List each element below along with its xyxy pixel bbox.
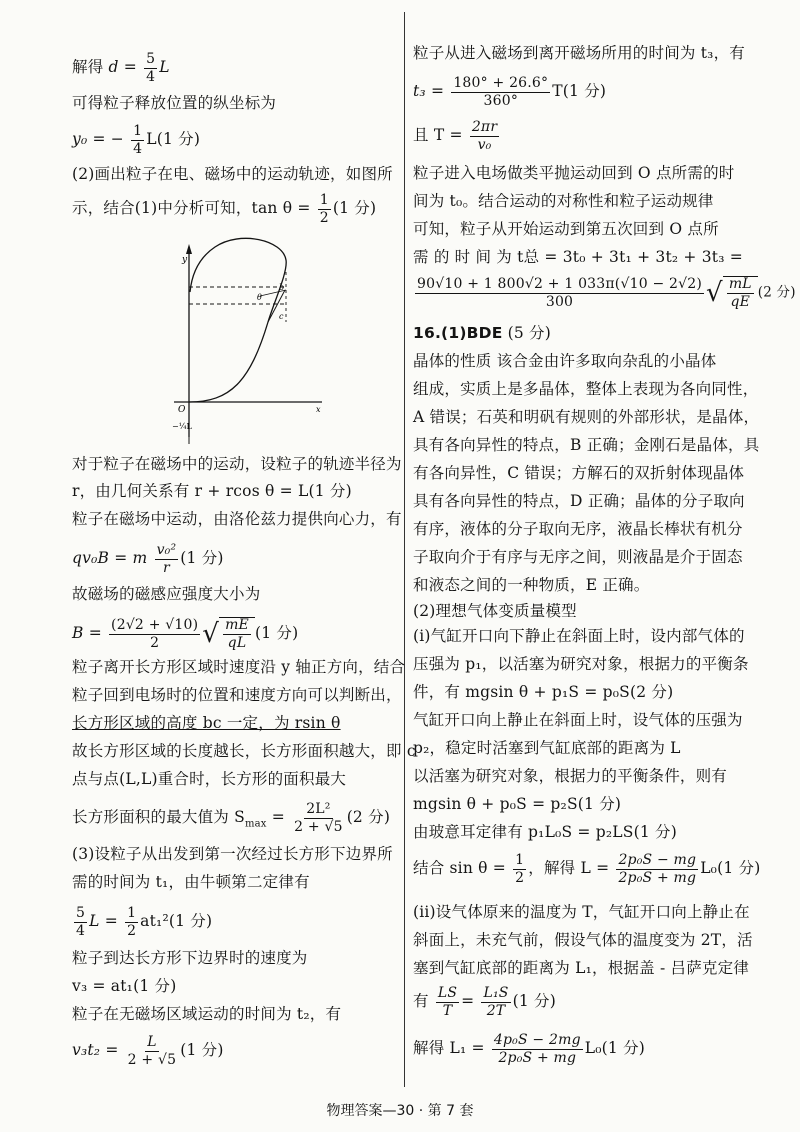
text-line: mgsin θ + p₀S = p₂S(1 分) <box>413 795 622 813</box>
line-tan: 示，结合(1)中分析可知，tan θ = $\frac{1}{2}$ (1 分) <box>72 192 377 226</box>
text-line: 粒子进入电场做类平抛运动回到 O 点所需的时 <box>413 164 735 182</box>
figure-label-c: c <box>279 312 284 321</box>
line-t3: t₃ = $\frac{180^\circ + 26.6^\circ}{360^\circ}$ T(1 分) <box>413 75 607 109</box>
figure-label-l: −¼L <box>172 422 192 431</box>
figure-label-x: x <box>316 405 321 414</box>
text-line: (3)设粒子从出发到第一次经过长方形下边界所 <box>72 845 393 863</box>
text-line: (2)理想气体变质量模型 <box>413 602 577 620</box>
text-line: 以活塞为研究对象，根据力的平衡条件，则有 <box>413 767 728 785</box>
line-solve-d: 解得 d = $\frac{5}{4}$ L <box>72 51 170 85</box>
line-newton: $\frac{5}{4}$ L = $\frac{1}{2}$ at₁²(1 分) <box>76 905 213 939</box>
text-line: 有各向异性，C 错误；方解石的双折射体现晶体 <box>413 464 745 482</box>
text-line: 气缸开口向上静止在斜面上时，设气体的压强为 <box>413 711 743 729</box>
text-line: 组成，实质上是多晶体，整体上表现为各向同性， <box>413 380 759 398</box>
text-line: r，由几何关系有 r + rcos θ = L(1 分) <box>72 482 352 500</box>
text-line: 由玻意耳定律有 p₁L₀S = p₂LS(1 分) <box>413 823 677 841</box>
text-line: 子取向介于有序与无序之间，则液晶是介于固态 <box>413 548 743 566</box>
text-line: 可得粒子释放位置的纵坐标为 <box>72 94 277 112</box>
q16-heading: 16.(1)BDE (5 分) <box>413 324 552 342</box>
text-line: 故磁场的磁感应强度大小为 <box>72 585 261 603</box>
text-line: (i)气缸开口向下静止在斜面上时，设内部气体的 <box>413 627 745 645</box>
text-line: 粒子离开长方形区域时速度沿 y 轴正方向，结合 <box>72 658 406 676</box>
text-line: 粒子在无磁场区域运动的时间为 t₂，有 <box>72 1005 342 1023</box>
text-line: 具有各向异性的特点，D 正确；晶体的分子取向 <box>413 492 745 510</box>
line-area-max: 长方形面积的最大值为 $S_{max}$ = $\frac{\text{2L²}}{2 + √5}$ (2 分) <box>72 801 391 835</box>
text-line: 可知，粒子从开始运动到第五次回到 O 点所 <box>413 220 719 238</box>
text-line: (2)画出粒子在电、磁场中的运动轨迹，如图所 <box>72 165 393 183</box>
line-solve-l: 结合 sin θ = $\frac{1}{2}$ ，解得 L = $\frac{\text{2p₀S − mg}}{\text{2p₀S + mg}}$ L₀(1 分) <box>413 852 761 886</box>
text-line: 件，有 mgsin θ + p₁S = p₀S(2 分) <box>413 683 674 701</box>
text-line: A 错误；石英和明矾有规则的外部形状，是晶体， <box>413 408 760 426</box>
text-line: 有序，液体的分子取向无序，液晶长棒状有机分 <box>413 520 743 538</box>
line-total-time: $\frac{90√10 + 1 800√2 + 1 033\pi(√10 - 2√2)}{300}$ √ $\frac{mL}{qE}$ (2 分) <box>417 276 796 310</box>
text-line: 对于粒子在磁场中的运动，设粒子的轨迹半径为 <box>72 455 402 473</box>
text-line: 间为 t₀。结合运动的对称性和粒子运动规律 <box>413 192 714 210</box>
figure-label-o: O <box>178 405 186 415</box>
text-line: p₂，稳定时活塞到气缸底部的距离为 L <box>413 739 681 757</box>
line-lorentz: qv₀B = m $\frac{\text{v₀²}}{r}$ (1 分) <box>72 542 224 576</box>
text-line: 粒子回到电场时的位置和速度方向可以判断出， <box>72 686 402 704</box>
y-axis-arrow-icon <box>186 244 192 254</box>
trajectory-curve <box>189 238 286 402</box>
text-line: 和液态之间的一种物质，E 正确。 <box>413 576 650 594</box>
text-line: 长方形区域的高度 bc 一定，为 rsin θ <box>72 714 341 732</box>
figure-label-y: y <box>182 255 188 265</box>
text-line: v₃ = at₁(1 分) <box>72 977 177 995</box>
text-line: 具有各向异性的特点，B 正确；金刚石是晶体，具 <box>413 436 760 454</box>
text-line: 粒子从进入磁场到离开磁场所用的时间为 t₃，有 <box>413 44 745 62</box>
text-line: 粒子到达长方形下边界时的速度为 <box>72 949 308 967</box>
line-gay-lussac: 有 $\frac{LS}{T}$ = $\frac{\text{L₁S}}{2T}$ (1 分) <box>413 985 556 1019</box>
text-line: 粒子在磁场中运动，由洛伦兹力提供向心力，有 <box>72 510 402 528</box>
trajectory-figure <box>160 232 340 447</box>
text-line: 塞到气缸底部的距离为 L₁，根据盖 - 吕萨克定律 <box>413 959 750 977</box>
column-divider <box>404 12 405 1087</box>
line-solve-l1: 解得 L₁ = $\frac{\text{4p₀S − 2mg}}{\text{2p₀S + mg}}$ L₀(1 分) <box>413 1032 646 1066</box>
figure-label-b: b <box>279 283 285 292</box>
text-line: 晶体的性质 该合金由许多取向杂乱的小晶体 <box>413 352 717 370</box>
text-line: 斜面上，未充气前，假设气体的温度变为 2T，活 <box>413 931 753 949</box>
line-b-field: B = $\frac{(2√2 + √10)}{2}$ √ $\frac{mE}{qL}$ (1 分) <box>72 617 299 651</box>
text-line: 故长方形区域的长度越长，长方形面积越大，即 c <box>72 742 416 760</box>
text-line: 点与点(L,L)重合时，长方形的面积最大 <box>72 770 347 788</box>
page-footer: 物理答案—30 · 第 7 套 <box>326 1103 474 1119</box>
line-period: 且 T = $\frac{2\pi r}{\text{v₀}}$ <box>413 119 498 153</box>
text-line: 需 的 时 间 为 t总 = 3t₀ + 3t₁ + 3t₂ + 3t₃ = <box>413 248 743 266</box>
text-line: 压强为 p₁，以活塞为研究对象，根据力的平衡条 <box>413 655 749 673</box>
text-line: (ii)设气体原来的温度为 T，气缸开口向上静止在 <box>413 903 750 921</box>
line-y0: y₀ = − $\frac{1}{4}$ L(1 分) <box>72 123 201 157</box>
line-v3t2: v₃t₂ = $\frac{L}{2 + √5}$ (1 分) <box>72 1034 224 1068</box>
text-line: 需的时间为 t₁，由牛顿第二定律有 <box>72 873 310 891</box>
figure-label-theta: θ <box>257 293 262 302</box>
